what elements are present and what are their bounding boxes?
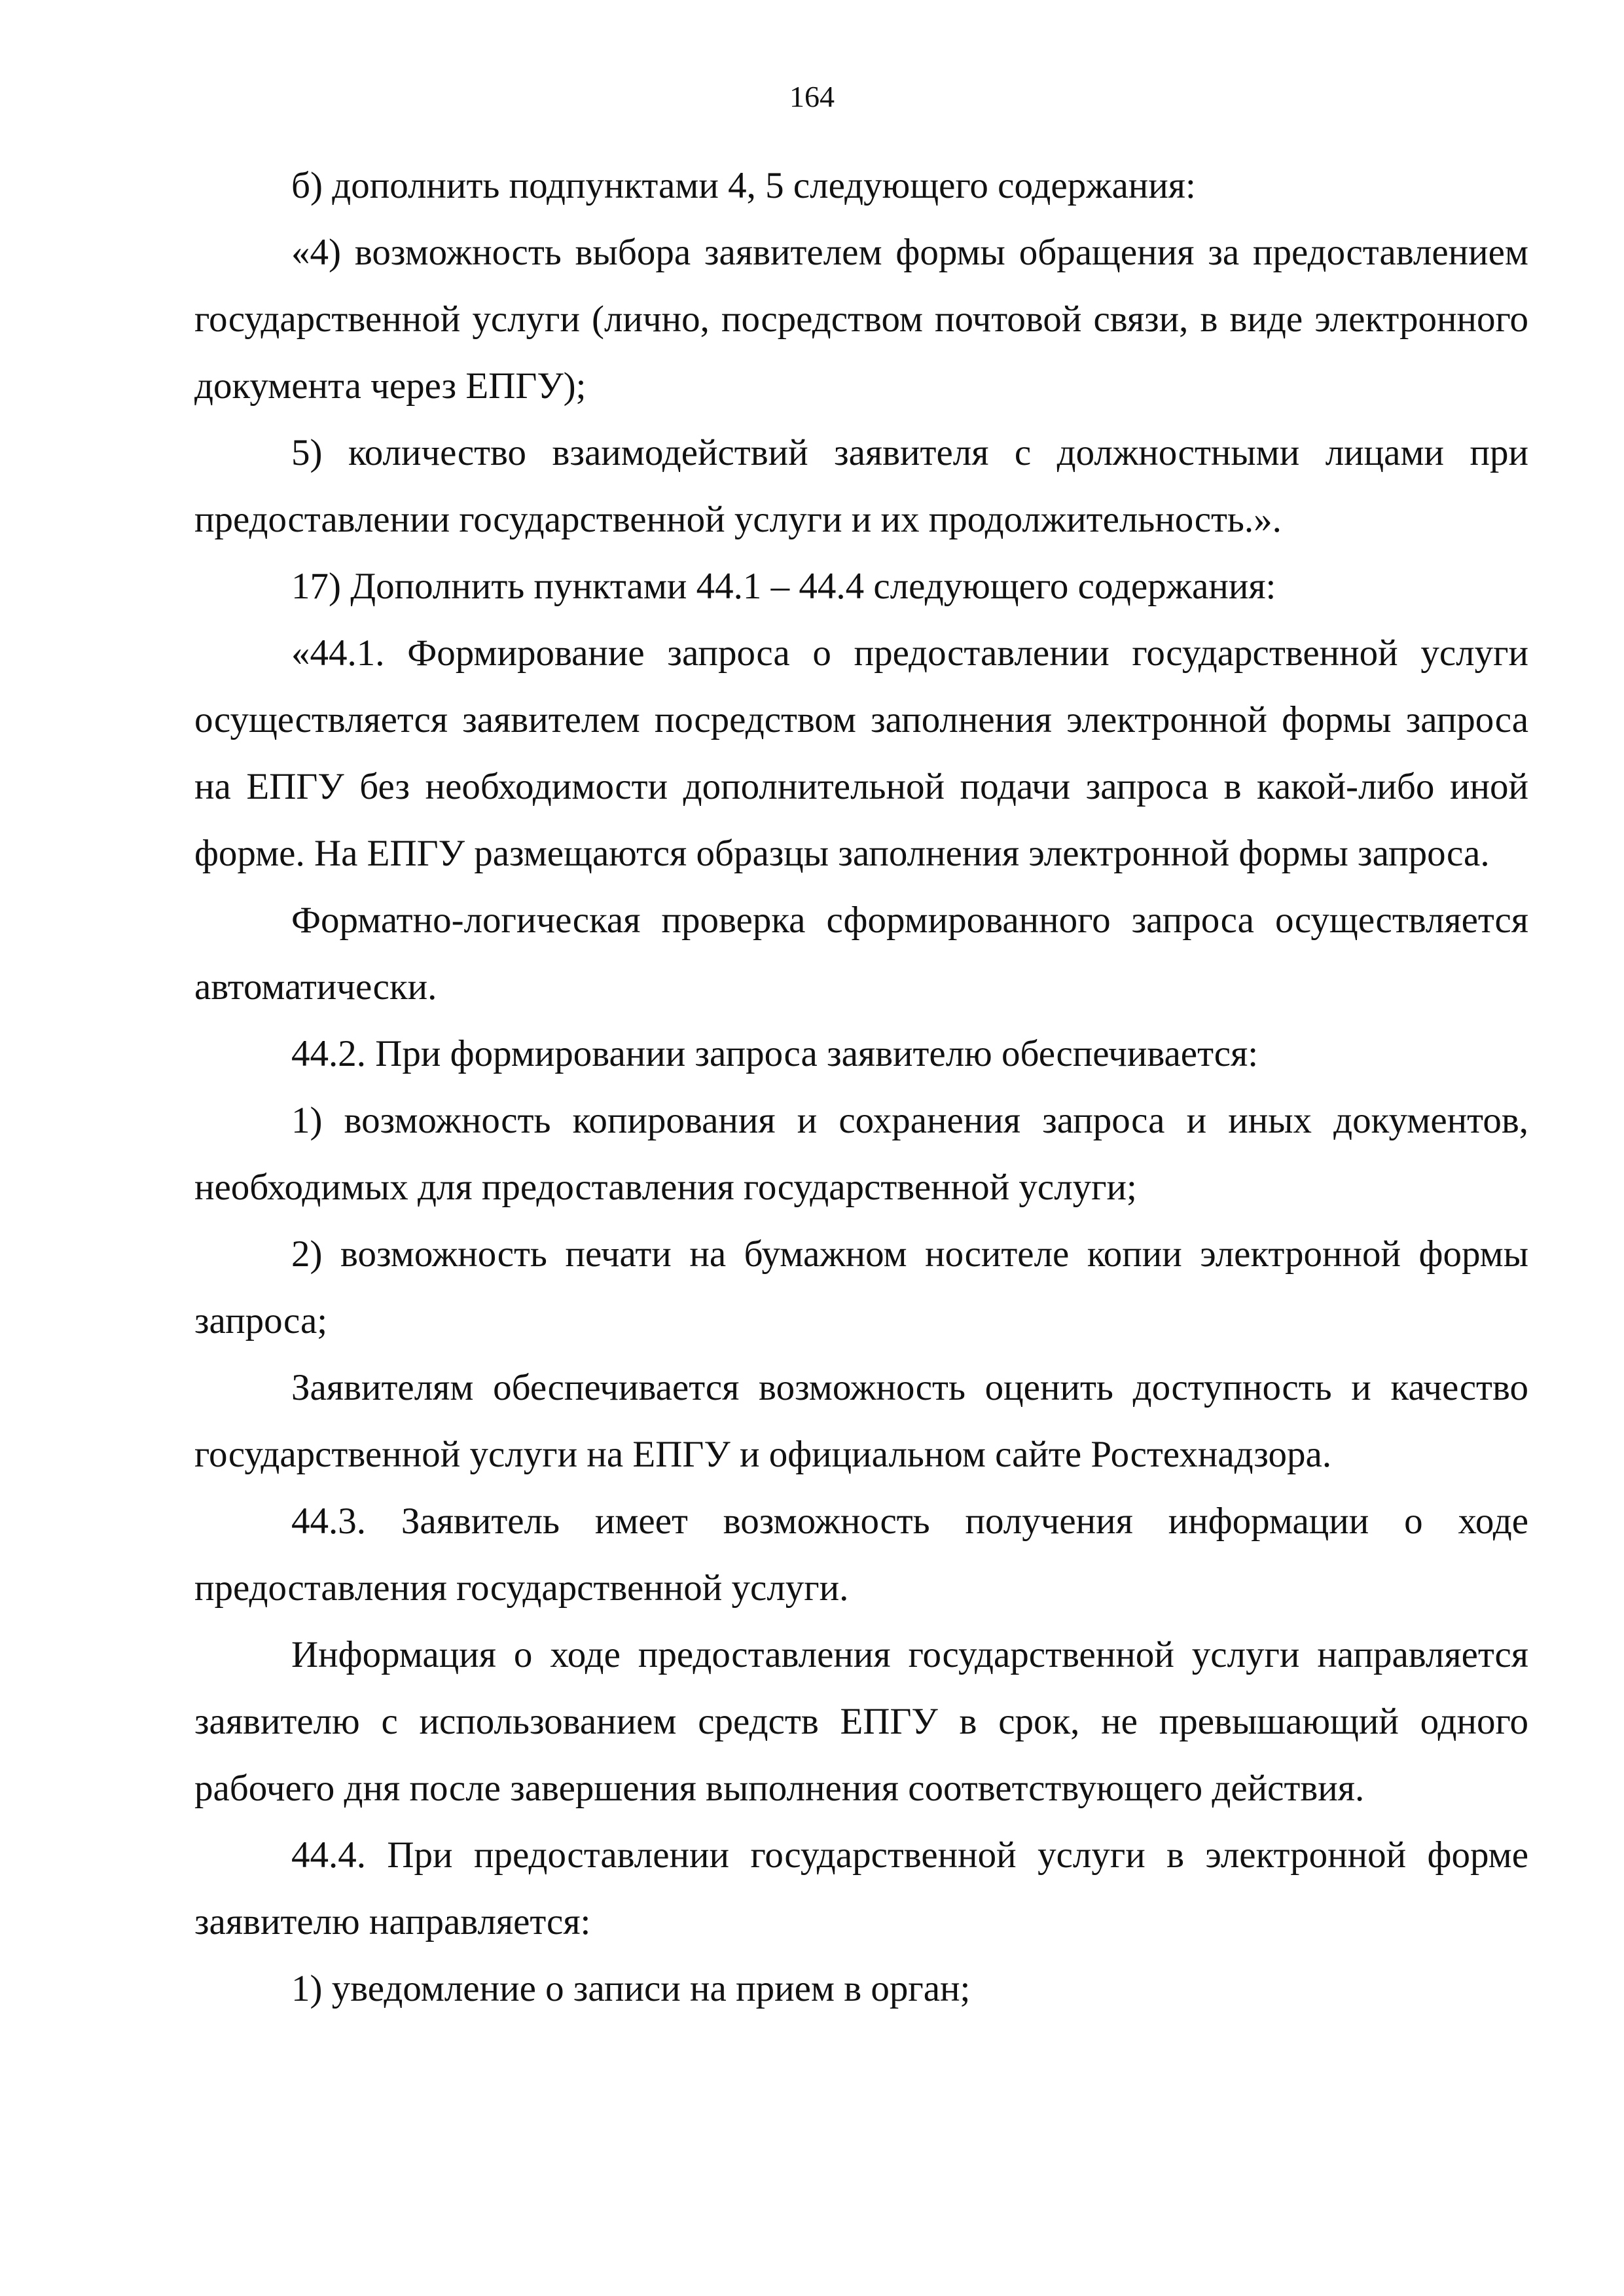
paragraph-44-2-item-1: 1) возможность копирования и сохранения запроса и иных документов, необходимых для предоставления государственной услуги; [194, 1100, 1528, 1208]
paragraph-subitem-5: 5) количество взаимодействий заявителя с должностными лицами при предоставлении государственной услуги и их продолжительность.». [194, 432, 1528, 540]
paragraph-item-17: 17) Дополнить пунктами 44.1 – 44.4 следующего содержания: [291, 566, 1276, 607]
paragraph-item-b: б) дополнить подпунктами 4, 5 следующего содержания: [291, 165, 1196, 206]
paragraph-44-2: 44.2. При формировании запроса заявителю обеспечивается: [291, 1033, 1259, 1074]
paragraph-progress-info: Информация о ходе предоставления государственной услуги направляется заявителю с использованием средств ЕПГУ в срок, не превышающий одного рабочего дня после завершения выполнения соответствующего действия. [194, 1634, 1528, 1809]
paragraph-quality-assessment: Заявителям обеспечивается возможность оценить доступность и качество государственной услуги на ЕПГУ и официальном сайте Ростехнадзора. [194, 1367, 1528, 1475]
paragraph-44-3: 44.3. Заявитель имеет возможность получения информации о ходе предоставления государственной услуги. [194, 1501, 1528, 1609]
paragraph-subitem-4: «4) возможность выбора заявителем формы обращения за предоставлением государственной услуги (лично, посредством почтовой связи, в виде электронного документа через ЕПГУ); [194, 232, 1528, 407]
paragraph-44-4-item-1: 1) уведомление о записи на прием в орган; [291, 1968, 971, 2009]
paragraph-format-check: Форматно-логическая проверка сформированного запроса осуществляется автоматически. [194, 900, 1528, 1008]
document-body [194, 153, 1528, 2022]
paragraph-44-1: «44.1. Формирование запроса о предоставлении государственной услуги осуществляется заявителем посредством заполнения электронной формы запроса на ЕПГУ без необходимости дополнительной подачи запроса в какой-либо иной форме. На ЕПГУ размещаются образцы заполнения электронной формы запроса. [194, 632, 1528, 874]
paragraph-44-4: 44.4. При предоставлении государственной услуги в электронной форме заявителю направляется: [194, 1834, 1528, 1942]
paragraph-44-2-item-2: 2) возможность печати на бумажном носителе копии электронной формы запроса; [194, 1233, 1528, 1341]
page-number: 164 [789, 80, 835, 113]
